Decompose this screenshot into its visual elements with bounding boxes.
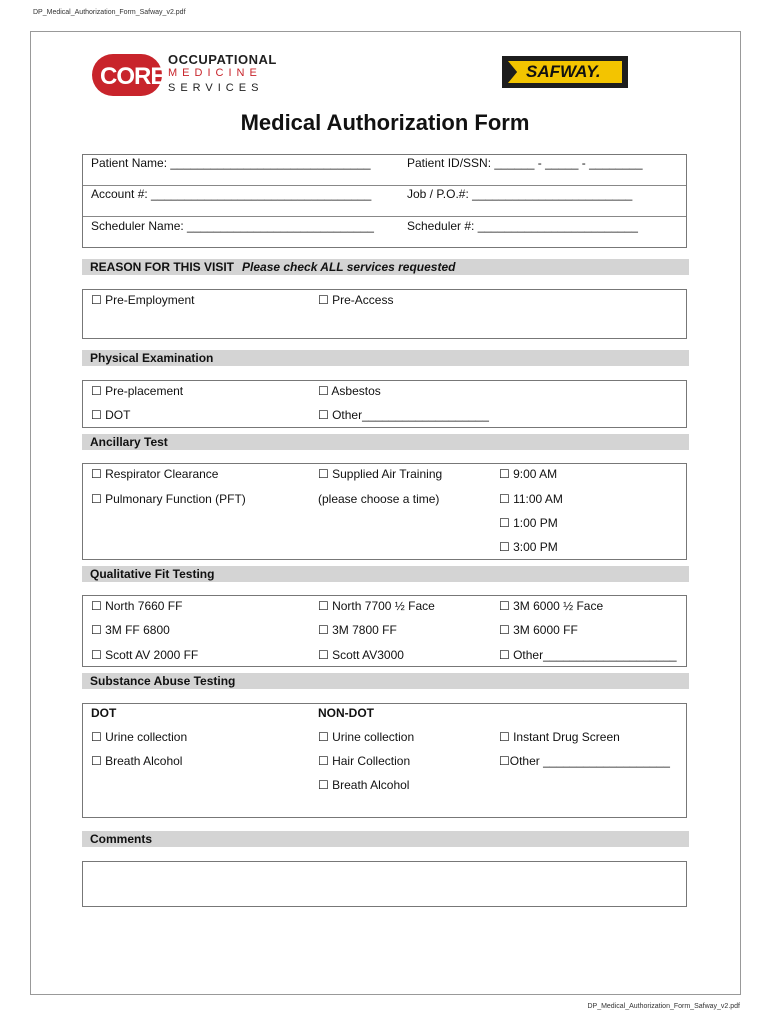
substance-other-checkbox[interactable]: ☐Other ___________________ [499, 754, 670, 768]
fit-3m-ff-6800-checkbox[interactable]: ☐ 3M FF 6800 [91, 623, 170, 637]
choose-time-note: (please choose a time) [318, 492, 440, 506]
pulmonary-function-checkbox[interactable]: ☐ Pulmonary Function (PFT) [91, 492, 246, 506]
fit-3m-7800-checkbox[interactable]: ☐ 3M 7800 FF [318, 623, 397, 637]
reason-heading: REASON FOR THIS VISIT Please check ALL services requested [82, 259, 689, 275]
patient-id-field[interactable]: Patient ID/SSN: ______ - _____ - ________ [407, 156, 643, 170]
patient-name-field[interactable]: Patient Name: ______________________________ [91, 156, 371, 170]
pre-employment-checkbox[interactable]: ☐ Pre-Employment [91, 293, 195, 307]
fit-3m-6000-ff-checkbox[interactable]: ☐ 3M 6000 FF [499, 623, 578, 637]
instant-drug-screen-checkbox[interactable]: ☐ Instant Drug Screen [499, 730, 620, 744]
account-field[interactable]: Account #: _________________________________ [91, 187, 372, 201]
fit-scott-av3000-checkbox[interactable]: ☐ Scott AV3000 [318, 648, 404, 662]
respirator-clearance-checkbox[interactable]: ☐ Respirator Clearance [91, 467, 219, 481]
dot-physical-checkbox[interactable]: ☐ DOT [91, 408, 131, 422]
reason-instruction: Please check ALL services requested [242, 260, 456, 274]
dot-column-label: DOT [91, 706, 117, 720]
core-logo-line1: OCCUPATIONAL [168, 52, 277, 67]
scheduler-name-field[interactable]: Scheduler Name: ____________________________ [91, 219, 374, 233]
file-footer: DP_Medical_Authorization_Form_Safway_v2.pdf [587, 1003, 740, 1010]
substance-heading: Substance Abuse Testing [82, 673, 689, 689]
comments-field[interactable] [82, 861, 687, 907]
nondot-breath-alcohol-checkbox[interactable]: ☐ Breath Alcohol [318, 778, 410, 792]
supplied-air-checkbox[interactable]: ☐ Supplied Air Training [318, 467, 443, 481]
pre-placement-checkbox[interactable]: ☐ Pre-placement [91, 384, 184, 398]
fit-north-7700-checkbox[interactable]: ☐ North 7700 ½ Face [318, 599, 435, 613]
dot-breath-alcohol-checkbox[interactable]: ☐ Breath Alcohol [91, 754, 183, 768]
ancillary-heading: Ancillary Test [82, 434, 689, 450]
pre-access-checkbox[interactable]: ☐ Pre-Access [318, 293, 394, 307]
page-title: Medical Authorization Form [240, 110, 530, 135]
fit-3m-6000-half-checkbox[interactable]: ☐ 3M 6000 ½ Face [499, 599, 604, 613]
core-logo [92, 52, 277, 98]
time-300-checkbox[interactable]: ☐ 3:00 PM [499, 540, 558, 554]
fit-scott-av2000-checkbox[interactable]: ☐ Scott AV 2000 FF [91, 648, 199, 662]
fit-testing-heading: Qualitative Fit Testing [82, 566, 689, 582]
core-logo-line3: SERVICES [168, 82, 264, 94]
physical-other-checkbox[interactable]: ☐ Other___________________ [318, 408, 489, 422]
job-po-field[interactable]: Job / P.O.#: ________________________ [407, 187, 633, 201]
nondot-urine-checkbox[interactable]: ☐ Urine collection [318, 730, 415, 744]
scheduler-number-field[interactable]: Scheduler #: ________________________ [407, 219, 638, 233]
asbestos-checkbox[interactable]: ☐ Asbestos [318, 384, 381, 398]
time-900-checkbox[interactable]: ☐ 9:00 AM [499, 467, 558, 481]
fit-north-7660-checkbox[interactable]: ☐ North 7660 FF [91, 599, 183, 613]
fit-other-checkbox[interactable]: ☐ Other____________________ [499, 648, 677, 662]
file-header: DP_Medical_Authorization_Form_Safway_v2.pdf [33, 9, 186, 16]
core-badge: CORE [92, 54, 162, 96]
time-100-checkbox[interactable]: ☐ 1:00 PM [499, 516, 558, 530]
dot-urine-checkbox[interactable]: ☐ Urine collection [91, 730, 188, 744]
physical-heading: Physical Examination [82, 350, 689, 366]
safway-logo: SAFWAY. [502, 56, 628, 88]
core-logo-line2: MEDICINE [168, 67, 262, 79]
non-dot-column-label: NON-DOT [318, 706, 374, 720]
comments-heading: Comments [82, 831, 689, 847]
hair-collection-checkbox[interactable]: ☐ Hair Collection [318, 754, 411, 768]
time-1100-checkbox[interactable]: ☐ 11:00 AM [499, 492, 563, 506]
